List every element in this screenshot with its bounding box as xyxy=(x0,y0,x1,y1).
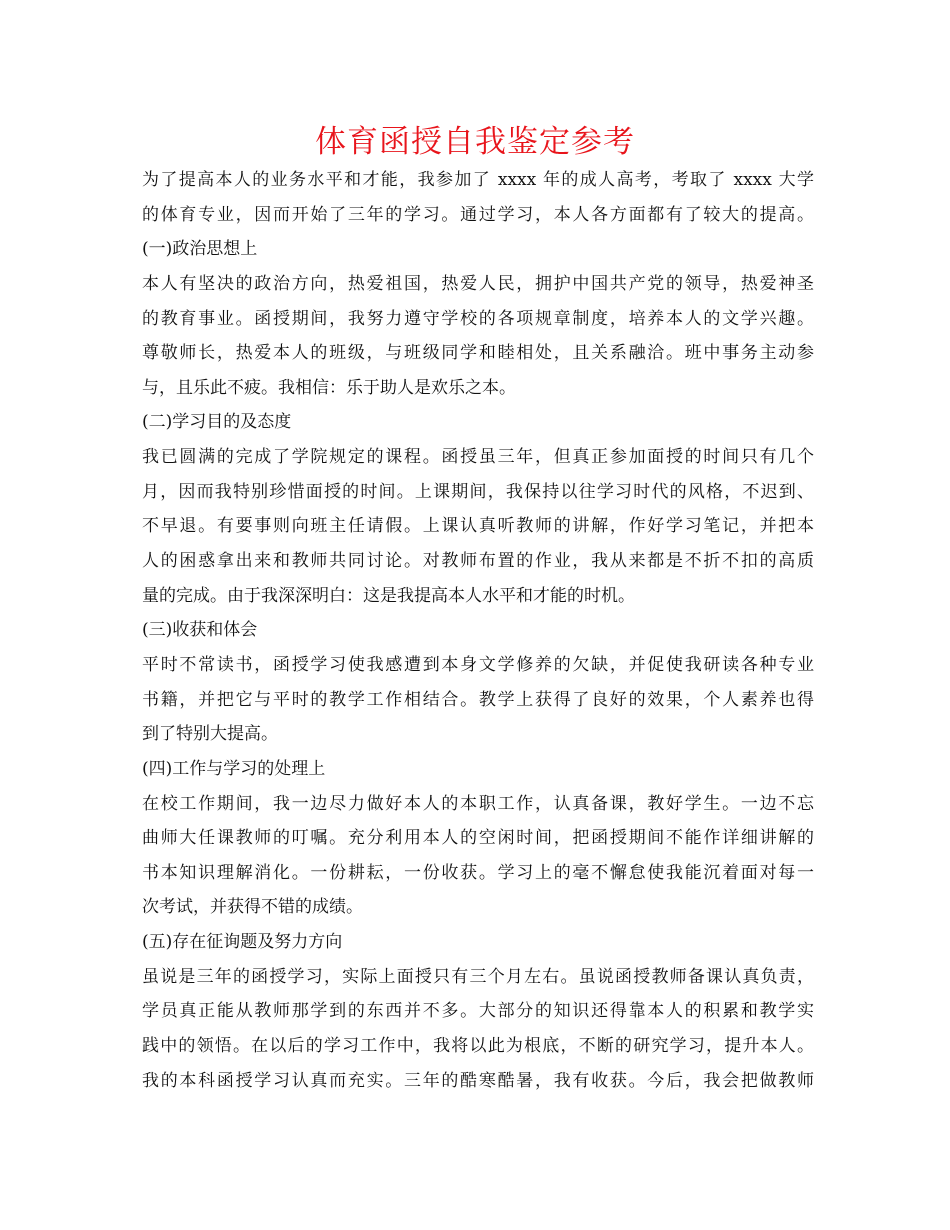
paragraph-line: 我已圆满的完成了学院规定的课程。函授虽三年，但真正参加面授的时间只有几个 xyxy=(142,447,814,468)
paragraph-line: 到了特别大提高。 xyxy=(142,724,278,745)
paragraph-line: 书本知识理解消化。一份耕耘，一份收获。学习上的毫不懈怠使我能沉着面对每一 xyxy=(142,862,814,883)
paragraph-line: 的教育事业。函授期间，我努力遵守学校的各项规章制度，培养本人的文学兴趣。 xyxy=(142,308,814,329)
paragraph-line: 学员真正能从教师那学到的东西并不多。大部分的知识还得靠本人的积累和教学实 xyxy=(142,1001,814,1022)
paragraph-line: 的体育专业，因而开始了三年的学习。通过学习，本人各方面都有了较大的提高。 xyxy=(142,204,814,225)
section-heading: (二)学习目的及态度 xyxy=(142,412,292,433)
paragraph-line: 不早退。有要事则向班主任请假。上课认真听教师的讲解，作好学习笔记，并把本 xyxy=(142,516,814,537)
document-title: 体育函授自我鉴定参考 xyxy=(315,124,635,160)
section-heading: (四)工作与学习的处理上 xyxy=(142,758,326,779)
paragraph-line: 为了提高本人的业务水平和才能，我参加了 xxxx 年的成人高考，考取了 xxxx 大学 xyxy=(142,170,814,190)
paragraph-line: 与，且乐此不疲。我相信：乐于助人是欢乐之本。 xyxy=(142,377,516,398)
paragraph-line: 书籍，并把它与平时的教学工作相结合。教学上获得了良好的效果，个人素养也得 xyxy=(142,689,814,710)
paragraph-line: 量的完成。由于我深深明白：这是我提高本人水平和才能的时机。 xyxy=(142,585,635,606)
paragraph-line: 月，因而我特别珍惜面授的时间。上课期间，我保持以往学习时代的风格，不迟到、 xyxy=(142,481,814,502)
paragraph-line: 人的困惑拿出来和教师共同讨论。对教师布置的作业，我从来都是不折不扣的高质 xyxy=(142,551,814,572)
section-heading: (五)存在征询题及努力方向 xyxy=(142,932,343,953)
paragraph-line: 平时不常读书，函授学习使我感遭到本身文学修养的欠缺，并促使我研读各种专业 xyxy=(142,654,814,675)
paragraph-line: 次考试，并获得不错的成绩。 xyxy=(142,897,363,918)
document-body xyxy=(142,163,814,1098)
paragraph-line: 践中的领悟。在以后的学习工作中，我将以此为根底，不断的研究学习，提升本人。 xyxy=(142,1036,814,1057)
paragraph-line: 尊敬师长，热爱本人的班级，与班级同学和睦相处，且关系融洽。班中事务主动参 xyxy=(142,343,814,364)
paragraph-line: 在校工作期间，我一边尽力做好本人的本职工作，认真备课，教好学生。一边不忘 xyxy=(142,793,814,814)
paragraph-line: 本人有坚决的政治方向，热爱祖国，热爱人民，拥护中国共产党的领导，热爱神圣 xyxy=(142,273,814,294)
paragraph-line: 我的本科函授学习认真而充实。三年的酷寒酷暑，我有收获。今后，我会把做教师 xyxy=(142,1070,814,1091)
paragraph-line: 虽说是三年的函授学习，实际上面授只有三个月左右。虽说函授教师备课认真负责， xyxy=(142,966,814,987)
section-heading: (三)收获和体会 xyxy=(142,620,258,641)
section-heading: (一)政治思想上 xyxy=(142,239,258,260)
paragraph-line: 曲师大任课教师的叮嘱。充分利用本人的空闲时间，把函授期间不能作详细讲解的 xyxy=(142,828,814,849)
